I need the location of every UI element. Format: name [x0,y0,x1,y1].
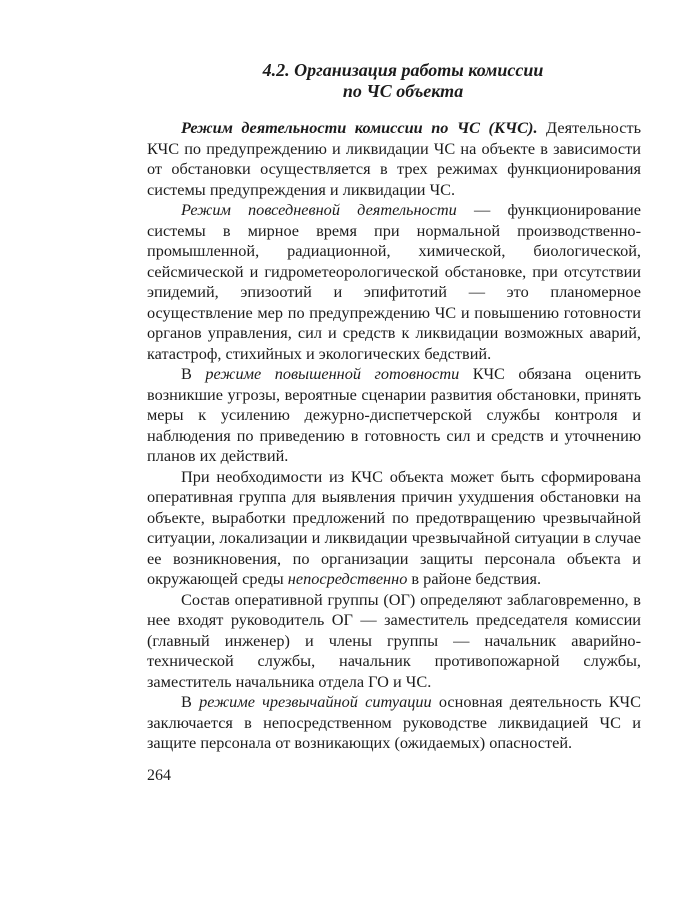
paragraph-kcs-modes [147,118,641,200]
book-page [147,60,641,786]
section-heading-line-1: 4.2. Организация работы комиссии [262,60,544,80]
paragraph-alert-mode [147,364,641,467]
paragraph-term: Режим повседневной деятельности [181,200,457,219]
page-number: 264 [147,766,171,784]
paragraph-text: Деятельность КЧС по предупреждению и ликвидации ЧС на объекте в зависимости от обстановки осуществляется в трех режимах функционирования системы предупреждения и ликвидации ЧС. [147,118,641,199]
paragraph-daily-mode [147,200,641,364]
section-heading-line-2: по ЧС объекта [342,81,464,101]
paragraph-text: — функционирование системы в мирное время при нормальной производственно-промышленной, радиационной, химической, биологической, сейсмической и гидрометеорологической обстановке, при отсутствии эпидемий, эпизоотий и эпифитотий — это планомерное осуществление мер по предупреждению ЧС и повышению готовности органов управления, сил и средств к ликвидации возможных аварий, катастроф, стихийных и экологических бедствий. [147,200,641,363]
paragraph-text: Состав оперативной группы (ОГ) определяют заблаговременно, в нее входят руководитель ОГ — заместитель председателя комиссии (главный инженер) и члены группы — начальник аварийно-технической службы, начальник противопожарной службы, заместитель начальника отдела ГО и ЧС. [147,589,641,691]
paragraph-text-pre: В [181,364,206,383]
paragraph-text: основная деятельность КЧС заключается в непосредственном руководстве ликвидацией ЧС и защите персонала от возникающих (ожидаемых) опасностей. [147,692,641,752]
paragraph-lead-term: Режим деятельности комиссии по ЧС (КЧС). [181,118,538,137]
paragraph-text: КЧС обязана оценить возникшие угрозы, вероятные сценарии развития обстановки, принять меры к усилению дежурно-диспетчерской службы контроля и наблюдения по приведению в готовность сил и средств и уточнению планов их действий. [147,364,641,465]
section-heading [147,60,641,102]
paragraph-emergency-mode [147,692,641,754]
paragraph-term: режиме чрезвычайной ситуации [199,692,432,711]
paragraph-term: режиме повышенной готовности [205,364,460,383]
paragraph-text: в районе бедствия. [407,569,542,588]
paragraph-operational-group [147,467,641,590]
paragraph-text-pre: В [181,692,200,711]
paragraph-text-pre: При необходимости из КЧС объекта может быть сформирована оперативная группа для выявления причин ухудшения обстановки на объекте, выработки предложений по предотвращению чрезвычайной ситуации, локализации и ликвидации чрезвычайной ситуации в случае ее возникновения, по организации защиты персонала объекта и окружающей среды [147,466,641,588]
paragraph-term: непосредственно [287,569,408,588]
paragraph-group-composition [147,590,641,693]
